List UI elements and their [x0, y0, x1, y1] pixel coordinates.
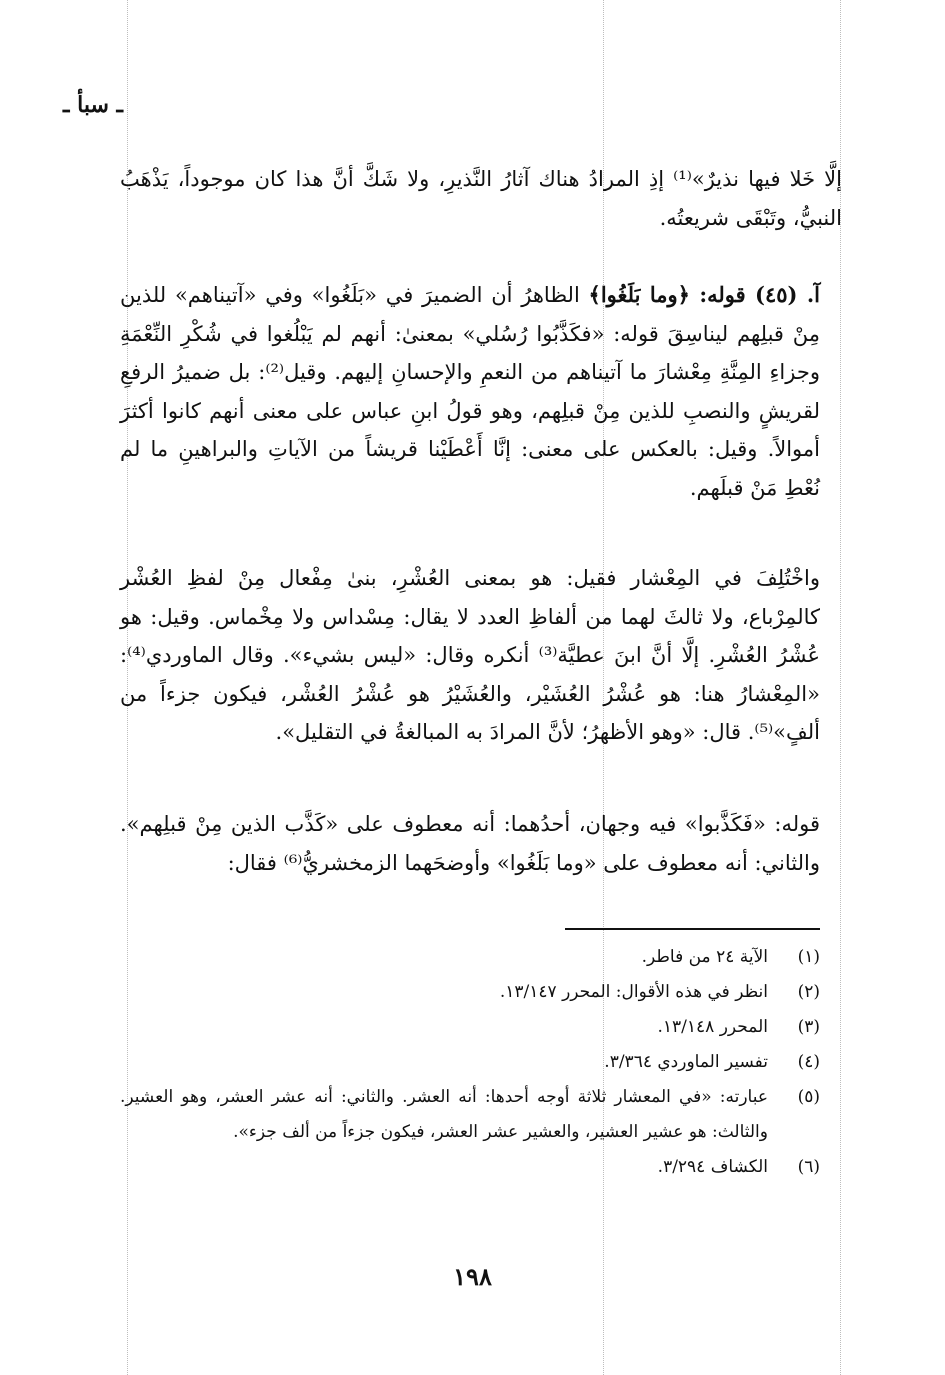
- paragraph-text: إلَّا خَلا فيها نذيرٌ»⁽¹⁾ إذِ المرادُ هناك آثارُ النَّذيرِ، ولا شَكَّ أنَّ هذا كان موجوداً، يَذْهَبُ النبيُّ، وتَبْقَى شريعتُه.: [120, 167, 842, 230]
- footnote-number: (٦): [797, 1157, 820, 1177]
- footnote-number: (٣): [797, 1017, 820, 1037]
- footnote-number: (٢): [797, 982, 820, 1002]
- paragraph-3: [120, 559, 842, 752]
- footnote-text: عبارته: «في المعشار ثلاثة أوجه أحدها: أنه العشر. والثاني: أنه عشر العشر، وهو العشير. والثالث: هو عشير العشير، والعشير عشر العشر، فيكون جزءاً من ألف جزء».: [120, 1087, 768, 1142]
- footnote-text: المحرر ١٣/١٤٨.: [657, 1017, 768, 1037]
- footnote-number: (٥): [797, 1087, 820, 1107]
- footnote-separator: [565, 928, 820, 930]
- paragraph-2: [120, 276, 842, 507]
- footnote-item: [120, 1150, 820, 1185]
- paragraph-text: الظاهرُ أن الضميرَ في «بَلَغُوا» وفي «آتيناهم» للذين مِنْ قبلِهم ليناسِقَ قوله: «فكَذَّبُوا رُسُلي» بمعنىٰ: أنهم لم يَبْلُغوا في شُكْرِ النِّعْمَةِ وجزاءِ المِنَّةِ مِعْشارَ ما آتيناهم من النعمِ والإحسانِ إليهم. وقيل⁽²⁾: بل ضميرُ الرفعِ لقريشٍ والنصبِ للذين مِنْ قبلِهم، وهو قولُ ابنِ عباس على معنى أنهم كانوا أكثرَ أموالاً. وقيل: بالعكس على معنى: إنَّا أَعْطَيْنا قريشاً من الآياتِ والبراهينِ ما لم نُعْطِ مَنْ قبلَهم.: [120, 283, 820, 500]
- footnote-text: انظر في هذه الأقوال: المحرر ١٣/١٤٧.: [499, 982, 768, 1002]
- footnotes: [120, 940, 820, 1185]
- footnote-item: [120, 940, 820, 975]
- paragraph-4: [120, 805, 842, 882]
- paragraph-text: واخْتُلِفَ في المِعْشار فقيل: هو بمعنى العُشْرِ، بنىٰ مِفْعال مِنْ لفظِ العُشْر كالمِرْباع، ولا ثالثَ لهما من ألفاظِ العدد لا يقال: مِسْداس ولا مِخْماس. وقيل: هو عُشْرُ العُشْرِ. إلَّا أنَّ ابنَ عطيَّة⁽³⁾ أنكره وقال: «ليس بشيء». وقال الماوردي⁽⁴⁾: «المِعْشارُ هنا: هو عُشْرُ العُشَيْر، والعُشَيْرُ هو عُشْرُ العُشْر، فيكون جزءاً من ألفٍ»⁽⁵⁾. قال: «وهو الأظهرُ؛ لأنَّ المرادَ به المبالغةُ في التقليل».: [120, 566, 820, 744]
- paragraph-text: قوله: «فَكَذَّبوا» فيه وجهان، أحدُهما: أنه معطوف على «كَذَّب الذين مِنْ قبلِهم». والثاني: أنه معطوف على «وما بَلَغُوا» وأوضحَهما الزمخشريُّ⁽⁶⁾ فقال:: [120, 812, 820, 875]
- running-header: ـ سبأ ـ: [63, 92, 123, 118]
- verse-lead: آ. (٤٥) قوله: ﴿وما بَلَغُوا﴾: [588, 282, 820, 307]
- footnote-text: تفسير الماوردي ٣/٣٦٤.: [604, 1052, 768, 1072]
- footnote-item: [120, 1045, 820, 1080]
- footnote-number: (٤): [797, 1052, 820, 1072]
- page-number: ١٩٨: [453, 1262, 492, 1291]
- paragraph-1: [120, 160, 842, 237]
- footnote-number: (١): [797, 947, 820, 967]
- footnote-item: [120, 1010, 820, 1045]
- footnote-text: الكشاف ٣/٢٩٤.: [657, 1157, 768, 1177]
- footnote-text: الآية ٢٤ من فاطر.: [641, 947, 768, 967]
- footnote-item: [120, 1080, 820, 1150]
- footnote-item: [120, 975, 820, 1010]
